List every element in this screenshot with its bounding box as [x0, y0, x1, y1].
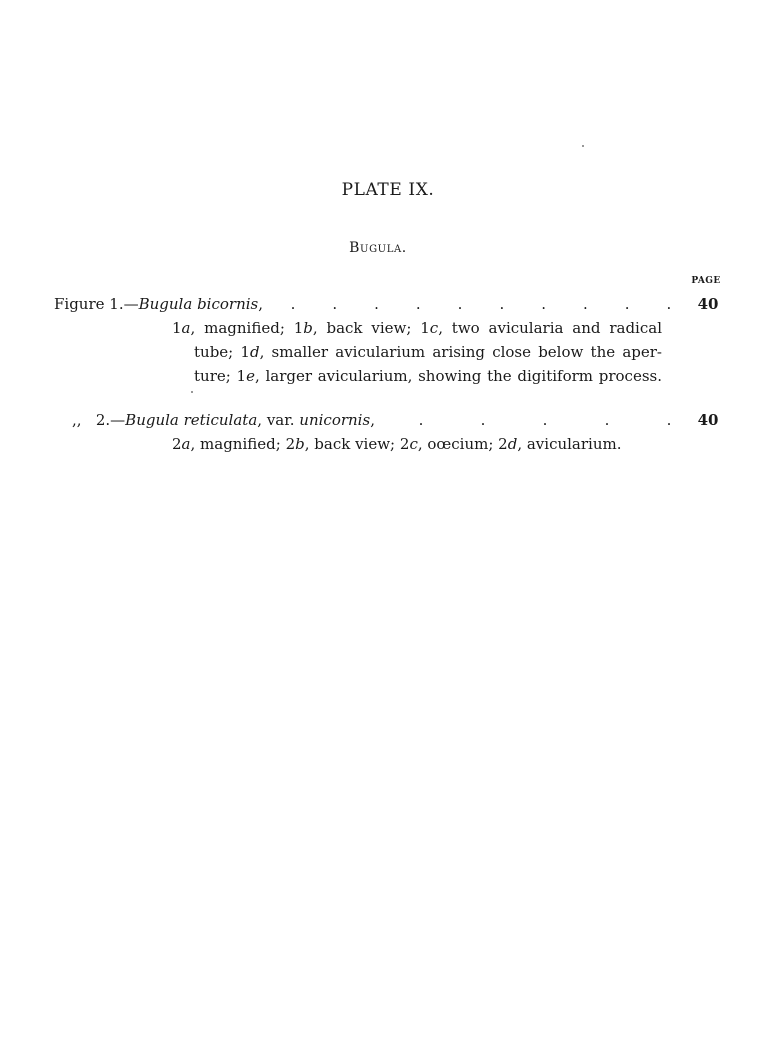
section-title: Bugula.: [349, 240, 407, 256]
figure-entry-2: [54, 408, 728, 456]
page-column-header: PAGE: [691, 276, 721, 286]
figure-2-description: [172, 432, 728, 456]
figure-2-number: 2.—: [95, 411, 126, 429]
ditto-mark: ,,: [72, 411, 82, 429]
figure-2-var: , var.: [257, 411, 300, 429]
figure-1-species: Bugula bicornis: [138, 295, 259, 313]
figure-2-description-line: 2a, magnified; 2b, back view; 2c, oœcium; 2d, avicularium.: [172, 435, 622, 453]
figure-1-description: [172, 316, 662, 388]
leader-dots: . . . . .: [418, 411, 672, 429]
figure-2-comma: ,: [370, 411, 375, 429]
paper-speck: [191, 391, 193, 393]
figure-2-page-number: 40: [697, 411, 719, 429]
figure-1-page-number: 40: [697, 295, 719, 313]
figure-entry-1: [54, 292, 728, 388]
figure-1-description-line: 1a, magnified; 1b, back view; 1c, two avicularia and radical: [172, 319, 662, 337]
figure-2-variety: unicornis: [299, 411, 371, 429]
figure-1-label: [54, 292, 263, 316]
figure-entry-2-heading: [54, 408, 728, 432]
figure-2-species: Bugula reticulata: [125, 411, 258, 429]
figure-1-description-line: ture; 1e, larger avicularium, showing the digitiform process.: [194, 367, 662, 385]
figure-2-label: [72, 408, 375, 432]
figure-1-description-line: tube; 1d, smaller avicularium arising close below the aper-: [194, 343, 662, 361]
figure-1-comma: ,: [258, 295, 264, 313]
plate-title: PLATE IX.: [341, 180, 435, 200]
leader-dots: . . . . . . . . . .: [290, 295, 672, 313]
figure-1-number: Figure 1.—: [54, 295, 139, 313]
figure-entry-1-heading: [54, 292, 728, 316]
paper-speck: [582, 145, 584, 147]
